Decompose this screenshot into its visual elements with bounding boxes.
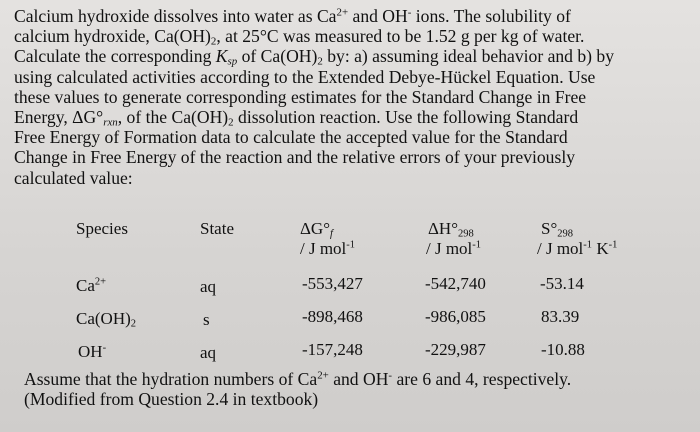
table-row-species — [76, 276, 106, 295]
table-row-state: aq — [200, 277, 217, 296]
col-header-s — [541, 219, 573, 238]
superscript: 2+ — [94, 276, 107, 288]
subscript: 298 — [458, 228, 474, 240]
text: K — [592, 239, 609, 258]
superscript: -1 — [472, 239, 482, 251]
subscript: 2 — [317, 56, 323, 69]
superscript: -1 — [583, 239, 593, 251]
table-row-state: aq — [200, 343, 217, 362]
subscript: rxn — [103, 116, 118, 129]
problem-line-7: Free Energy of Formation data to calculate the accepted value for the Standard — [14, 127, 568, 148]
subscript: 298 — [557, 228, 574, 240]
text: S° — [541, 219, 558, 238]
text: Energy, ΔG° — [14, 107, 104, 128]
col-header-species: Species — [76, 219, 128, 238]
subscript: 2 — [228, 116, 234, 129]
table-row-species — [78, 342, 106, 361]
subscript: sp — [227, 56, 238, 69]
problem-line-8: Change in Free Energy of the reaction and the relative errors of your previously — [14, 147, 576, 168]
text: / J mol — [426, 239, 473, 258]
superscript: -1 — [346, 239, 356, 251]
col-header-state: State — [200, 219, 234, 238]
text: and OH — [348, 6, 408, 26]
subscript: 2 — [210, 35, 217, 48]
text: ΔG° — [300, 219, 331, 238]
superscript: 2+ — [336, 6, 349, 19]
col-header-dg — [300, 219, 333, 238]
footer-line-2: (Modified from Question 2.4 in textbook) — [24, 389, 319, 410]
table-row-dg: -553,427 — [302, 274, 363, 293]
superscript: - — [102, 342, 107, 354]
table-row-s: 83.39 — [541, 307, 580, 326]
col-unit-dh — [426, 239, 481, 258]
text: Calculate the corresponding — [14, 46, 216, 67]
text: OH — [78, 342, 103, 361]
text: and OH — [328, 369, 389, 389]
text: , at 25°C was measured to be 1.52 g per kg of water. — [216, 26, 585, 47]
col-unit-s — [537, 239, 617, 258]
subscript: 2 — [130, 318, 137, 330]
table-row-dh: -986,085 — [425, 307, 486, 326]
col-header-dh — [428, 219, 474, 238]
table-row-s: -10.88 — [541, 340, 585, 359]
text: by: a) assuming ideal behavior and b) by — [322, 46, 615, 67]
superscript: - — [388, 369, 393, 382]
table-row-dh: -229,987 — [425, 340, 486, 359]
superscript: - — [407, 6, 412, 19]
problem-line-4: using calculated activities according to the Extended Debye-Hückel Equation. Use — [14, 66, 596, 87]
table-row-state: s — [203, 310, 210, 329]
text: calcium hydroxide, Ca(OH) — [14, 26, 211, 47]
problem-line-5: these values to generate corresponding estimates for the Standard Change in Free — [14, 86, 587, 107]
table-row-s: -53.14 — [540, 274, 584, 293]
text: are 6 and 4, respectively. — [392, 369, 572, 389]
text: Assume that the hydration numbers of Ca — [24, 369, 318, 389]
problem-line-9: calculated value: — [14, 167, 133, 188]
table-row-dg: -157,248 — [302, 340, 363, 359]
footer-note — [24, 369, 694, 409]
ksp-symbol: K — [215, 46, 228, 67]
text: ΔH° — [428, 219, 459, 238]
text: of Ca(OH) — [237, 46, 318, 67]
footer-line-1 — [24, 369, 694, 389]
text: ions. The solubility of — [411, 6, 571, 26]
table-row-species — [76, 309, 136, 328]
superscript: 2+ — [317, 369, 329, 382]
text: dissolution reaction. Use the following Standard — [233, 107, 579, 128]
table-row-dh: -542,740 — [425, 274, 486, 293]
text: Calcium hydroxide dissolves into water as Ca — [14, 6, 337, 26]
text: , of the Ca(OH) — [117, 107, 229, 128]
text: / J mol — [537, 239, 584, 258]
text: / J mol — [300, 239, 347, 258]
subscript: f — [330, 228, 333, 240]
text: Ca(OH) — [76, 309, 131, 328]
col-unit-dg — [300, 239, 355, 258]
text: Ca — [76, 276, 95, 295]
superscript: -1 — [608, 239, 618, 251]
table-row-dg: -898,468 — [302, 307, 363, 326]
